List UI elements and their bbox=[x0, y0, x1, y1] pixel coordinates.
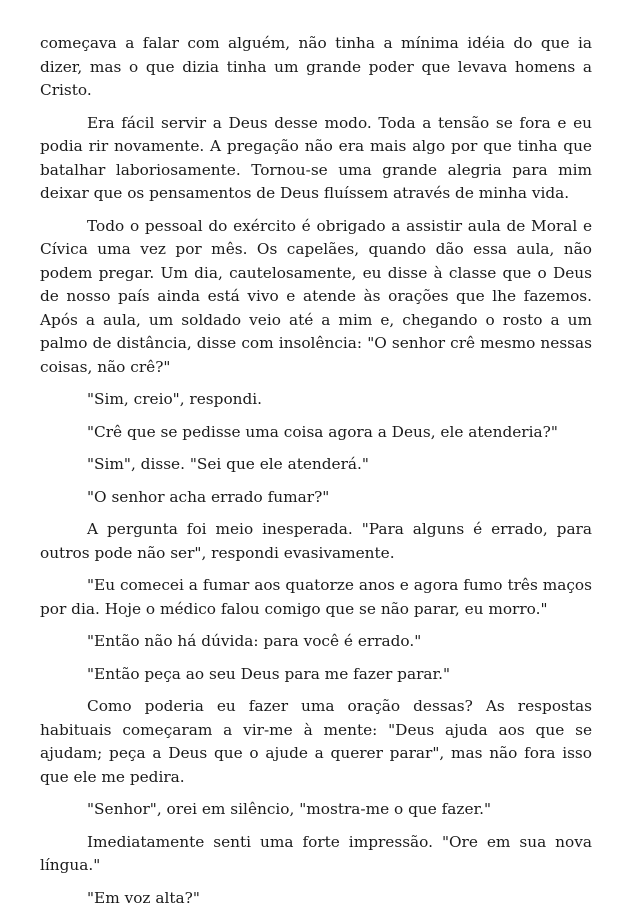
paragraph-4: "Sim, creio", respondi. bbox=[87, 390, 263, 408]
paragraph-12: Como poderia eu fazer uma oração dessas? As respostas habituais começaram a vir-me à mente: "Deus ajuda aos que se ajudam; peça a Deus que o ajude a querer parar", mas não fora isso que ele me pedira. bbox=[40, 697, 592, 786]
document-page bbox=[40, 32, 592, 919]
paragraph-7: "O senhor acha errado fumar?" bbox=[87, 487, 330, 506]
paragraph-15: "Em voz alta?" bbox=[87, 888, 200, 907]
paragraph-3: Todo o pessoal do exército é obrigado a assistir aula de Moral e Cívica uma vez por mês. Os capelães, quando dão essa aula, não podem pregar. Um dia, cautelosamente, eu disse à classe que o Deus de nosso país ainda está vivo e atende às orações que lhe fazemos. Após a aula, um soldado veio até a mim e, chegando o rosto a um palmo de distância, disse com insolência: "O senhor crê mesmo nessas coisas, não crê?" bbox=[40, 216, 592, 376]
paragraph-6: "Sim", disse. "Sei que ele atenderá." bbox=[87, 455, 369, 473]
paragraph-1: começava a falar com alguém, não tinha a mínima idéia do que ia dizer, mas o que dizia tinha um grande poder que levava homens a Cristo. bbox=[40, 34, 592, 99]
paragraph-5: "Crê que se pedisse uma coisa agora a Deus, ele atenderia?" bbox=[87, 422, 558, 441]
paragraph-9: "Eu comecei a fumar aos quatorze anos e agora fumo três maços por dia. Hoje o médico falou comigo que se não parar, eu morro." bbox=[40, 576, 592, 618]
paragraph-2: Era fácil servir a Deus desse modo. Toda a tensão se fora e eu podia rir novamente. A pregação não era mais algo por que tinha que batalhar laboriosamente. Tornou-se uma grande alegria para mim deixar que os pensamentos de Deus fluíssem através de minha vida. bbox=[40, 113, 592, 202]
paragraph-8: A pergunta foi meio inesperada. "Para alguns é errado, para outros pode não ser", respondi evasivamente. bbox=[40, 520, 592, 562]
paragraph-14: Imediatamente senti uma forte impressão. "Ore em sua nova língua." bbox=[40, 832, 592, 874]
paragraph-13: "Senhor", orei em silêncio, "mostra-me o que fazer." bbox=[87, 800, 492, 818]
paragraph-11: "Então peça ao seu Deus para me fazer parar." bbox=[87, 664, 451, 683]
paragraph-10: "Então não há dúvida: para você é errado." bbox=[87, 632, 422, 650]
